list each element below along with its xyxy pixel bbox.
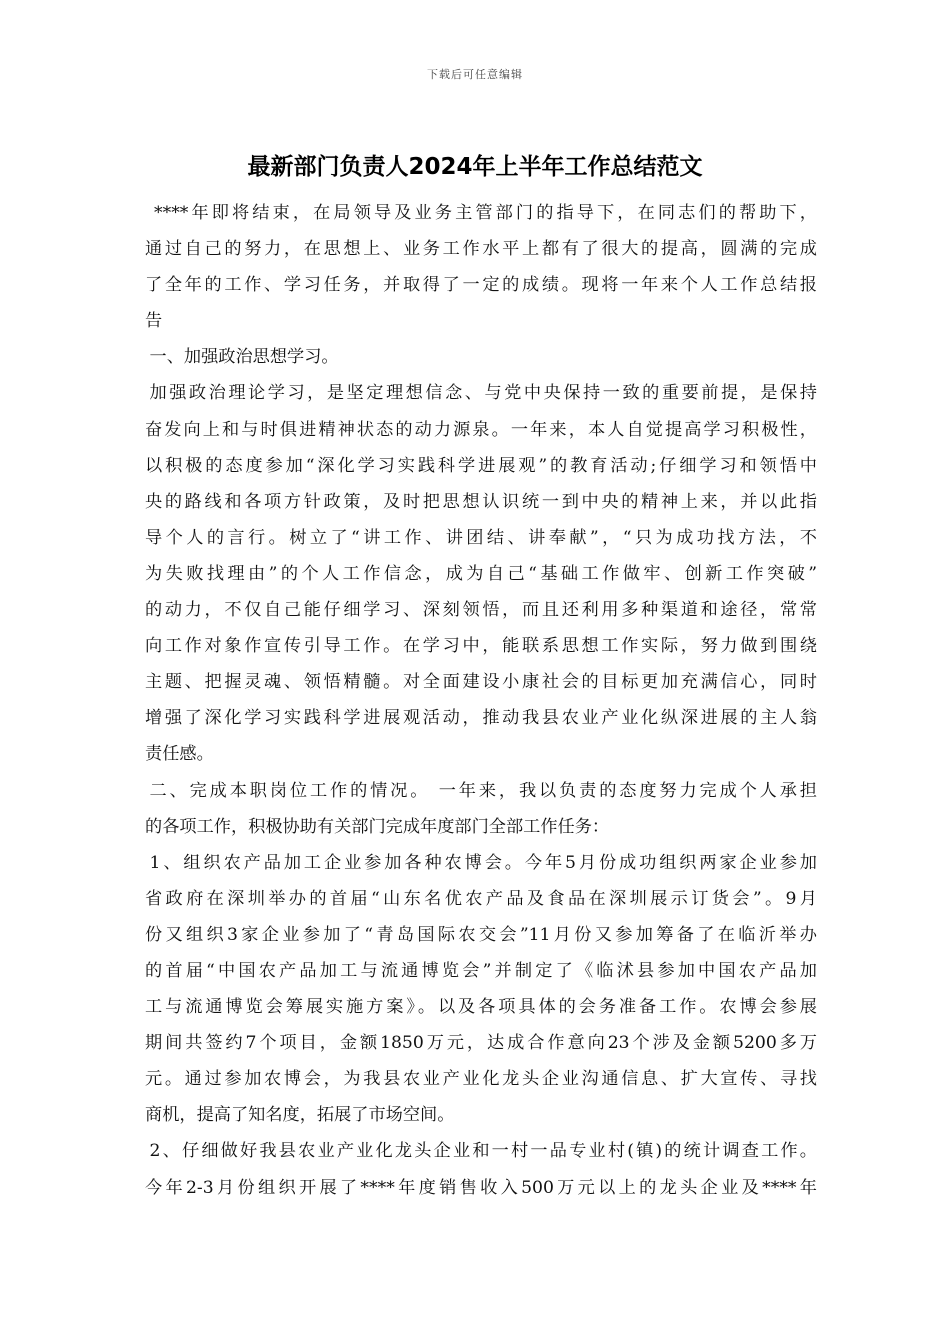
body-line: 今年2-3月份组织开展了****年度销售收入500万元以上的龙头企业及****年 — [145, 1177, 817, 1198]
body-line: 的首届“中国农产品加工与流通博览会”并制定了《临沭县参加中国农产品加 — [145, 960, 817, 981]
body-line: 期间共签约7个项目，金额1850万元，达成合作意向23个涉及金额5200多万 — [145, 1033, 817, 1054]
body-line: 的各项工作，积极协助有关部门完成年度部门全部工作任务： — [145, 816, 610, 837]
body-line: 省政府在深圳举办的首届“山东名优农产品及食品在深圳展示订货会”。9月 — [145, 888, 817, 909]
body-line: 了全年的工作、学习任务，并取得了一定的成绩。现将一年来个人工作总结报 — [145, 275, 817, 296]
body-line: ****年即将结束，在局领导及业务主管部门的指导下，在同志们的帮助下， — [154, 203, 817, 223]
body-line: 告 — [145, 311, 163, 332]
body-line: 份又组织3家企业参加了“青岛国际农交会”11月份又参加筹备了在临沂举办 — [145, 924, 817, 945]
body-line: 增强了深化学习实践科学进展观活动，推动我县农业产业化纵深进展的主人翁 — [145, 708, 817, 729]
body-line: 商机，提高了知名度，拓展了市场空间。 — [145, 1105, 455, 1126]
body-line: 2、仔细做好我县农业产业化龙头企业和一村一品专业村(镇)的统计调查工作。 — [149, 1141, 817, 1162]
body-line: 主题、把握灵魂、领悟精髓。对全面建设小康社会的目标更加充满信心，同时 — [145, 672, 817, 693]
body-line: 向工作对象作宣传引导工作。在学习中，能联系思想工作实际，努力做到围绕 — [145, 636, 817, 657]
body-line: 奋发向上和与时俱进精神状态的动力源泉。一年来，本人自觉提高学习积极性， — [145, 419, 817, 440]
body-line: 元。通过参加农博会，为我县农业产业化龙头企业沟通信息、扩大宣传、寻找 — [145, 1069, 817, 1090]
body-line: 为失败找理由”的个人工作信念，成为自己“基础工作做牢、创新工作突破” — [145, 563, 817, 584]
body-line: 央的路线和各项方针政策，及时把思想认识统一到中央的精神上来，并以此指 — [145, 491, 817, 512]
body-line: 导个人的言行。树立了“讲工作、讲团结、讲奉献”，“只为成功找方法，不 — [145, 527, 817, 548]
body-line: 加强政治理论学习，是坚定理想信念、与党中央保持一致的重要前提，是保持 — [149, 383, 817, 404]
body-line: 工与流通博览会筹展实施方案》。以及各项具体的会务准备工作。农博会参展 — [145, 997, 817, 1018]
body-line: 责任感。 — [145, 744, 214, 765]
document-body — [145, 195, 817, 1206]
document-title: 最新部门负责人2024年上半年工作总结范文 — [247, 154, 703, 180]
body-line: 的动力，不仅自己能仔细学习、深刻领悟，而且还利用多种渠道和途径，常常 — [145, 600, 817, 621]
body-line: 1、组织农产品加工企业参加各种农博会。今年5月份成功组织两家企业参加 — [149, 852, 817, 873]
section-heading: 一、加强政治思想学习。 — [149, 347, 339, 368]
body-line: 以积极的态度参加“深化学习实践科学进展观”的教育活动;仔细学习和领悟中 — [145, 455, 817, 476]
body-line: 通过自己的努力，在思想上、业务工作水平上都有了很大的提高，圆满的完成 — [145, 239, 817, 260]
header-note: 下载后可任意编辑 — [427, 68, 523, 81]
section-heading: 二、完成本职岗位工作的情况。 一年来，我以负责的态度努力完成个人承担 — [149, 780, 817, 801]
